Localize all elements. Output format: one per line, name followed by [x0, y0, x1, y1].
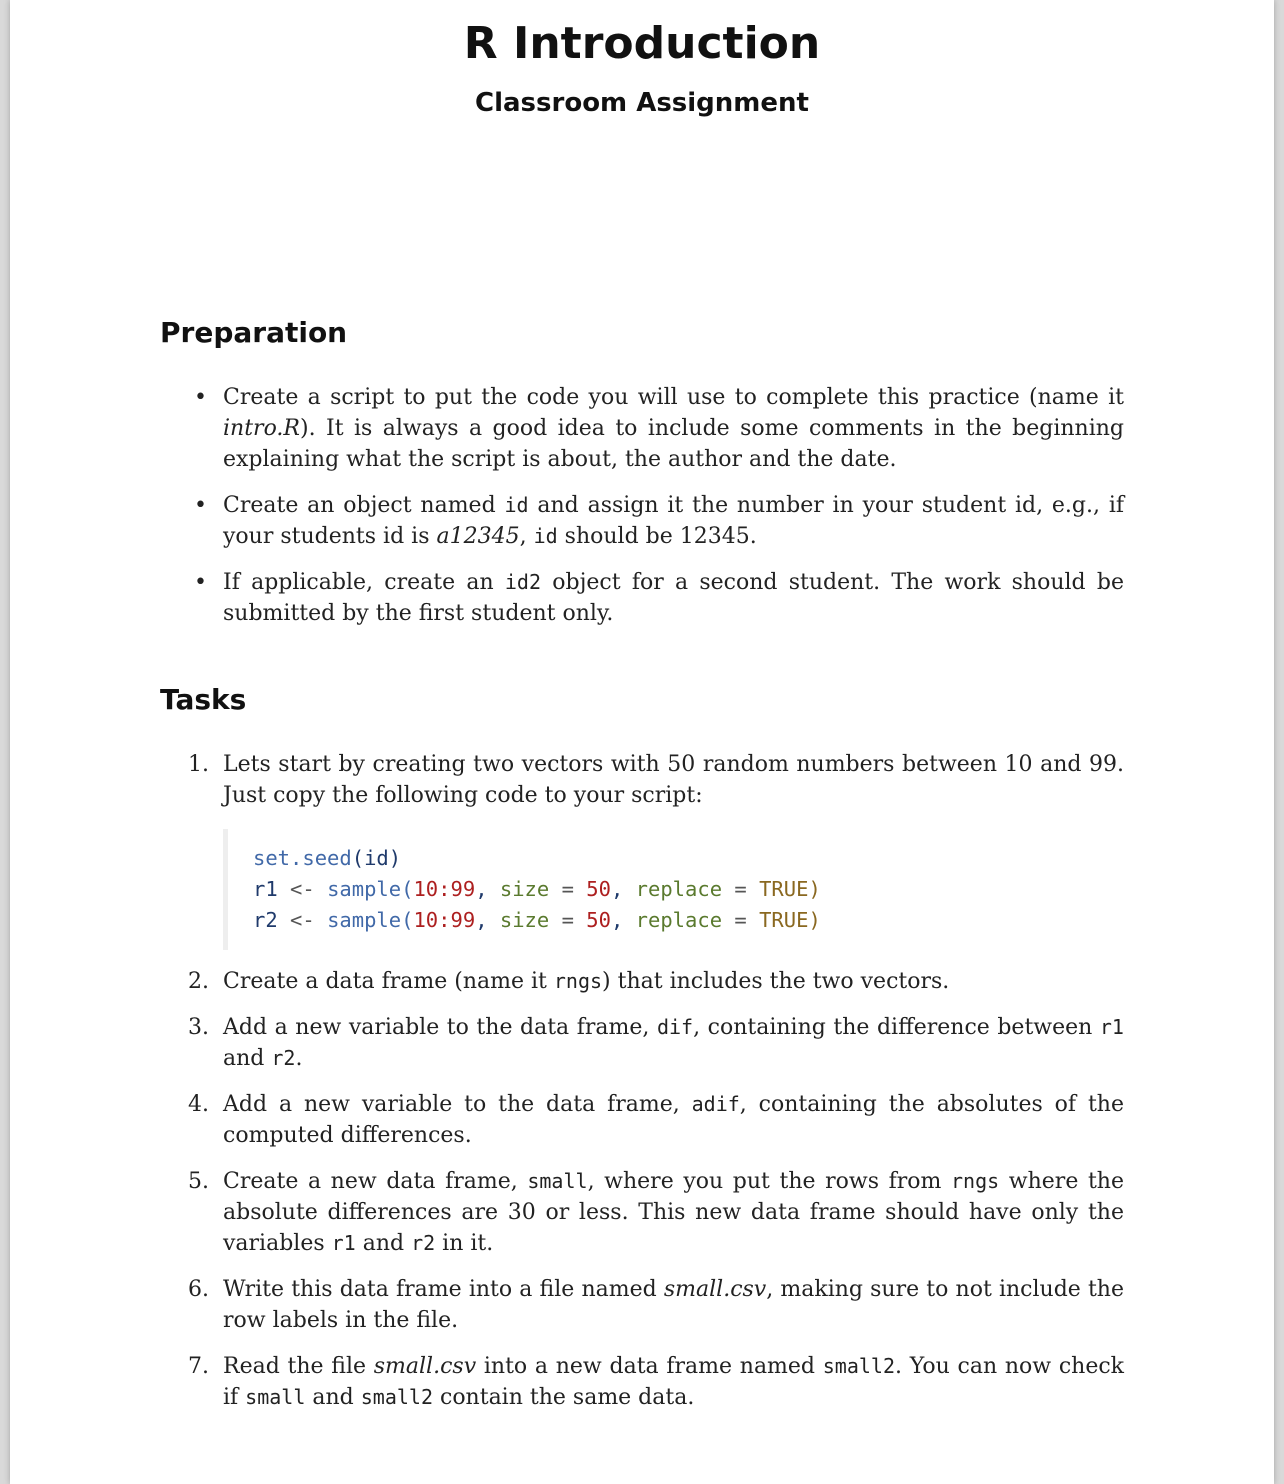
inline-code: dif [656, 1015, 694, 1039]
document-page [10, 0, 1274, 1484]
item-text: If applicable, create an [223, 570, 505, 595]
item-text: Read the file [223, 1354, 374, 1379]
bullet-icon: • [194, 385, 207, 410]
item-number: 1. [188, 752, 209, 777]
code-boolean: TRUE [759, 877, 809, 901]
code-operator: = [549, 877, 587, 901]
code-paren: ( [351, 846, 365, 870]
code-keyword: replace [635, 908, 723, 932]
item-text: Write this data frame into a file named [223, 1277, 664, 1302]
filename: small.csv [373, 1354, 477, 1379]
tasks-list [160, 749, 1124, 1428]
item-text: , making sure to not include the row labels in the file. [223, 1277, 1124, 1333]
code-arg: id [364, 846, 389, 870]
code-number: 10:99 [413, 908, 476, 932]
item-text: ). It is always a good idea to include some comments in the beginning explaining what the script is about, the author and the date. [223, 416, 1124, 472]
document-title: R Introduction [463, 18, 821, 69]
code-operator: = [722, 877, 760, 901]
code-operator: = [722, 908, 760, 932]
list-item [160, 966, 1124, 997]
code-comma: , [475, 908, 500, 932]
inline-code: id [533, 524, 558, 548]
bullet-icon: • [194, 493, 207, 518]
item-text: Create a data frame (name it [223, 969, 554, 994]
item-number: 6. [188, 1277, 209, 1302]
item-number: 7. [188, 1354, 209, 1379]
inline-code: r2 [271, 1046, 296, 1070]
example-id: a12345 [436, 524, 520, 549]
section-heading-tasks: Tasks [160, 683, 247, 716]
list-item [160, 382, 1124, 475]
inline-code: r1 [331, 1231, 356, 1255]
item-text: , containing the absolutes of the computed differences. [223, 1092, 1124, 1148]
code-paren: ) [808, 908, 821, 932]
list-item [160, 567, 1124, 629]
item-text: Add a new variable to the data frame, [223, 1092, 692, 1117]
code-paren: ) [808, 877, 821, 901]
item-text: in it. [435, 1231, 494, 1256]
item-text: and [223, 1046, 272, 1071]
code-function: set.seed [253, 846, 352, 870]
item-text: and [305, 1385, 361, 1410]
section-heading-preparation: Preparation [160, 316, 348, 349]
code-number: 10:99 [413, 877, 476, 901]
list-item [160, 749, 1124, 950]
code-function: sample [327, 908, 402, 932]
inline-code: small2 [360, 1385, 433, 1409]
item-text: where the absolute differences are 30 or less. This new data frame should have only the variables [223, 1169, 1124, 1256]
code-operator: = [549, 908, 587, 932]
code-boolean: TRUE [759, 908, 809, 932]
code-comma: , [475, 877, 500, 901]
inline-code: r2 [411, 1231, 436, 1255]
list-item [160, 1166, 1124, 1259]
item-text: into a new data frame named [476, 1354, 823, 1379]
code-block [223, 829, 1124, 950]
inline-code: small [527, 1169, 588, 1193]
code-function: sample [327, 877, 402, 901]
inline-code: id [504, 493, 529, 517]
list-item [160, 1089, 1124, 1151]
code-number: 50 [586, 877, 611, 901]
list-item [160, 1274, 1124, 1336]
code-paren: ) [388, 846, 402, 870]
list-item [160, 490, 1124, 552]
code-paren: ( [401, 908, 414, 932]
code-comma: , [610, 877, 636, 901]
item-text: object for a second student. The work should be submitted by the first student only. [223, 570, 1124, 626]
item-number: 4. [188, 1092, 209, 1117]
item-text: should be 12345. [557, 524, 757, 549]
item-number: 2. [188, 969, 209, 994]
inline-code: adif [691, 1092, 740, 1116]
document-subtitle: Classroom Assignment [475, 88, 809, 118]
inline-code: rngs [553, 969, 603, 993]
item-text: ) that includes the two vectors. [602, 969, 950, 994]
preparation-list [160, 382, 1124, 644]
item-text: Add a new variable to the data frame, [223, 1015, 657, 1040]
code-paren: ( [401, 877, 414, 901]
item-number: 5. [188, 1169, 209, 1194]
inline-code: small [245, 1385, 306, 1409]
item-text: contain the same data. [433, 1385, 695, 1410]
code-variable: r2 [253, 908, 278, 932]
item-text: . [295, 1046, 303, 1071]
list-item [160, 1012, 1124, 1074]
inline-code: r1 [1099, 1015, 1124, 1039]
item-text: . You can now check if [223, 1354, 1124, 1410]
list-item [160, 1351, 1124, 1413]
code-keyword: size [499, 877, 550, 901]
item-text: , [519, 524, 534, 549]
code-comma: , [610, 908, 636, 932]
filename: intro.R [223, 416, 300, 441]
item-text: Create an object named [223, 493, 505, 518]
item-text: and assign it the number in your student id, e.g., if your students id is [223, 493, 1124, 549]
bullet-icon: • [194, 570, 207, 595]
inline-code: rngs [951, 1169, 1000, 1193]
filename: small.csv [663, 1277, 767, 1302]
code-keyword: size [499, 908, 550, 932]
item-text: Create a script to put the code you will use to complete this practice (name it [223, 385, 1124, 410]
code-operator: <- [277, 908, 328, 932]
code-variable: r1 [253, 877, 278, 901]
inline-code: id2 [504, 570, 541, 594]
item-text: Lets start by creating two vectors with 50 random numbers between 10 and 99. Just copy the following code to your script: [223, 752, 1124, 808]
code-number: 50 [586, 908, 611, 932]
inline-code: small2 [822, 1354, 896, 1378]
item-text: , containing the difference between [693, 1015, 1100, 1040]
code-operator: <- [277, 877, 328, 901]
item-text: Create a new data frame, [223, 1169, 528, 1194]
item-number: 3. [188, 1015, 209, 1040]
item-text: and [355, 1231, 412, 1256]
code-keyword: replace [635, 877, 723, 901]
item-text: , where you put the rows from [587, 1169, 951, 1194]
